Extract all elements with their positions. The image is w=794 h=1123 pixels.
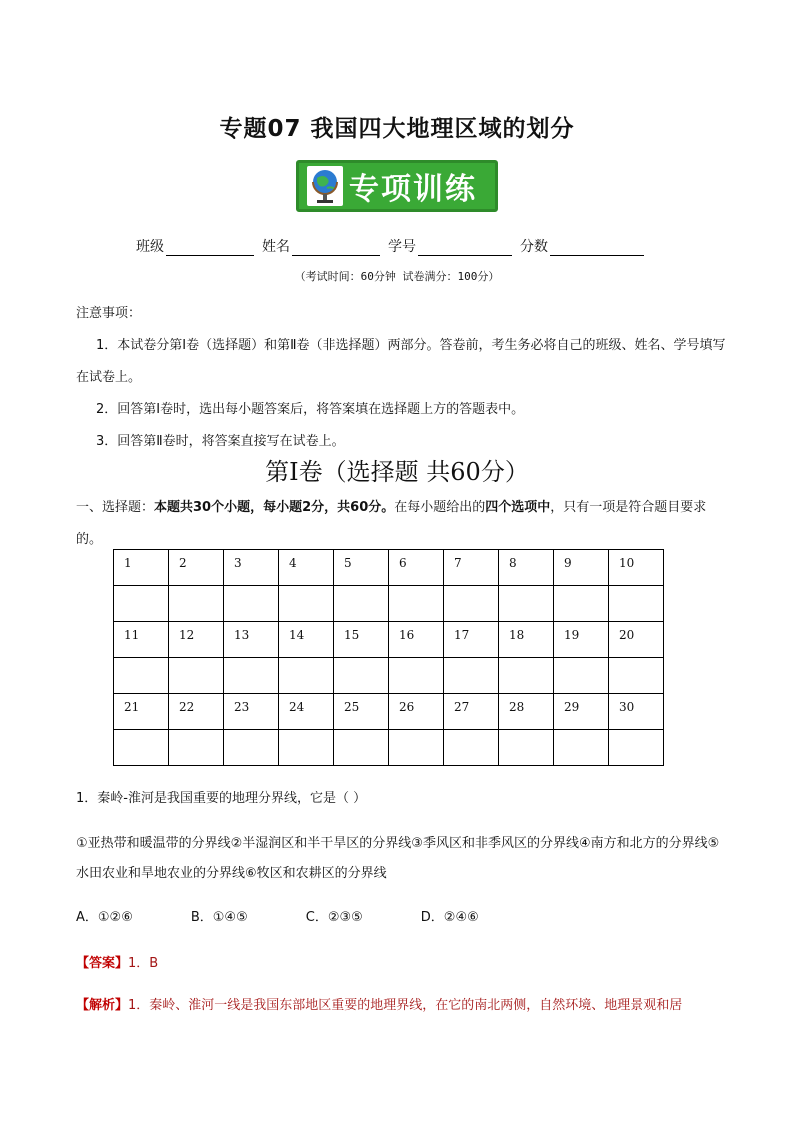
answer-number-row	[114, 694, 664, 730]
name-blank[interactable]	[292, 241, 380, 256]
answer-blank-cell[interactable]	[554, 730, 609, 766]
question-number-cell: 6	[389, 550, 444, 586]
question-number-cell: 3	[224, 550, 279, 586]
answer-blank-cell[interactable]	[444, 730, 499, 766]
answer-blank-cell[interactable]	[444, 586, 499, 622]
question-number-cell: 11	[114, 622, 169, 658]
question-number-cell: 5	[334, 550, 389, 586]
answer-blank-cell[interactable]	[279, 658, 334, 694]
question-number-cell: 7	[444, 550, 499, 586]
score-field	[520, 236, 644, 256]
answer-blank-cell[interactable]	[609, 658, 664, 694]
answer-blank-cell[interactable]	[389, 658, 444, 694]
question-number-cell: 19	[554, 622, 609, 658]
question-number-cell: 8	[499, 550, 554, 586]
question-number-cell: 9	[554, 550, 609, 586]
answer-blank-cell[interactable]	[114, 658, 169, 694]
page-title: 专题07 我国四大地理区域的划分	[219, 116, 575, 142]
answer-blank-row	[114, 730, 664, 766]
answer-blank-cell[interactable]	[499, 730, 554, 766]
instruction-suffix: ，只有一项是符合题目要求的。	[76, 500, 707, 547]
question-number-cell: 23	[224, 694, 279, 730]
answer-blank-cell[interactable]	[224, 730, 279, 766]
answer-number-row	[114, 550, 664, 586]
question-number-cell: 10	[609, 550, 664, 586]
answer-blank-cell[interactable]	[444, 658, 499, 694]
note-item: 3．回答第Ⅱ卷时，将答案直接写在试卷上。	[96, 434, 345, 449]
class-blank[interactable]	[166, 241, 254, 256]
answer-blank-cell[interactable]	[169, 586, 224, 622]
class-label: 班级	[136, 239, 164, 255]
answer-blank-cell[interactable]	[224, 586, 279, 622]
option-d: D．②④⑥	[420, 910, 479, 925]
answer-blank-cell[interactable]	[169, 730, 224, 766]
section-title: 第Ⅰ卷（选择题 共60分）	[265, 458, 529, 486]
answer-blank-cell[interactable]	[279, 586, 334, 622]
question-number-cell: 1	[114, 550, 169, 586]
analysis-text: 1．秦岭、淮河一线是我国东部地区重要的地理界线，在它的南北两侧，自然环境、地理景观和居	[128, 998, 683, 1013]
question-1-stem: 1．秦岭-淮河是我国重要的地理分界线，它是（ ）	[76, 791, 367, 806]
answer-blank-cell[interactable]	[389, 586, 444, 622]
notes-heading: 注意事项：	[76, 306, 142, 321]
answer-table	[113, 549, 664, 766]
answer-tag: 【答案】	[76, 956, 129, 971]
answer-blank-row	[114, 658, 664, 694]
question-number-cell: 28	[499, 694, 554, 730]
question-number-cell: 20	[609, 622, 664, 658]
score-blank[interactable]	[550, 241, 644, 256]
question-1-body: ①亚热带和暖温带的分界线②半湿润区和半干旱区的分界线③季风区和非季风区的分界线④南方和北方的分界线⑤水田农业和旱地农业的分界线⑥牧区和农耕区的分界线	[76, 836, 720, 881]
answer-blank-cell[interactable]	[224, 658, 279, 694]
answer-blank-cell[interactable]	[169, 658, 224, 694]
question-number-cell: 21	[114, 694, 169, 730]
answer-blank-cell[interactable]	[114, 730, 169, 766]
option-a: A．①②⑥	[76, 910, 133, 925]
student-id-label: 学号	[388, 239, 416, 255]
answer-blank-cell[interactable]	[334, 730, 389, 766]
answer-text: 1．B	[128, 956, 159, 971]
score-label: 分数	[520, 239, 548, 255]
question-1-options	[76, 906, 726, 925]
answer-number-row	[114, 622, 664, 658]
question-number-cell: 13	[224, 622, 279, 658]
question-number-cell: 2	[169, 550, 224, 586]
question-number-cell: 16	[389, 622, 444, 658]
question-number-cell: 4	[279, 550, 334, 586]
notes-section	[76, 298, 726, 458]
answer-blank-row	[114, 586, 664, 622]
question-number-cell: 24	[279, 694, 334, 730]
question-number-cell: 17	[444, 622, 499, 658]
student-id-field	[388, 236, 512, 256]
instruction-middle: 在每小题给出的	[394, 500, 486, 515]
answer-blank-cell[interactable]	[554, 658, 609, 694]
question-number-cell: 22	[169, 694, 224, 730]
answer-blank-cell[interactable]	[114, 586, 169, 622]
question-number-cell: 29	[554, 694, 609, 730]
instruction-prefix: 一、选择题：	[76, 500, 155, 515]
question-number-cell: 25	[334, 694, 389, 730]
option-b: B．①④⑤	[190, 910, 248, 925]
instruction-bold-1: 本题共30个小题，每小题2分，共60分。	[154, 500, 395, 515]
instruction-bold-2: 四个选项中	[485, 500, 551, 515]
question-number-cell: 26	[389, 694, 444, 730]
question-number-cell: 18	[499, 622, 554, 658]
analysis-tag: 【解析】	[76, 998, 129, 1013]
globe-icon	[305, 164, 345, 208]
time-note: （考试时间：60分钟 试卷满分：100分）	[294, 270, 500, 283]
note-item: 2．回答第Ⅰ卷时，选出每小题答案后，将答案填在选择题上方的答题表中。	[96, 402, 525, 417]
answer-blank-cell[interactable]	[499, 586, 554, 622]
banner-text: 专项训练	[349, 172, 477, 207]
answer-blank-cell[interactable]	[279, 730, 334, 766]
option-c: C．②③⑤	[305, 910, 363, 925]
answer-blank-cell[interactable]	[389, 730, 444, 766]
section-instruction	[76, 492, 726, 556]
analysis-line	[76, 994, 726, 1013]
name-field	[262, 236, 380, 256]
answer-blank-cell[interactable]	[334, 658, 389, 694]
answer-blank-cell[interactable]	[334, 586, 389, 622]
note-item: 1．本试卷分第Ⅰ卷（选择题）和第Ⅱ卷（非选择题）两部分。答卷前，考生务必将自己的班级、姓名、学号填写在试卷上。	[76, 338, 726, 385]
name-label: 姓名	[262, 239, 290, 255]
practice-banner	[296, 160, 498, 212]
question-number-cell: 30	[609, 694, 664, 730]
student-id-blank[interactable]	[418, 241, 512, 256]
answer-blank-cell[interactable]	[609, 730, 664, 766]
question-number-cell: 12	[169, 622, 224, 658]
answer-line	[76, 952, 726, 971]
answer-blank-cell[interactable]	[609, 586, 664, 622]
question-number-cell: 14	[279, 622, 334, 658]
question-number-cell: 27	[444, 694, 499, 730]
question-number-cell: 15	[334, 622, 389, 658]
student-info-row	[136, 236, 652, 256]
answer-blank-cell[interactable]	[499, 658, 554, 694]
class-field	[136, 236, 254, 256]
answer-blank-cell[interactable]	[554, 586, 609, 622]
